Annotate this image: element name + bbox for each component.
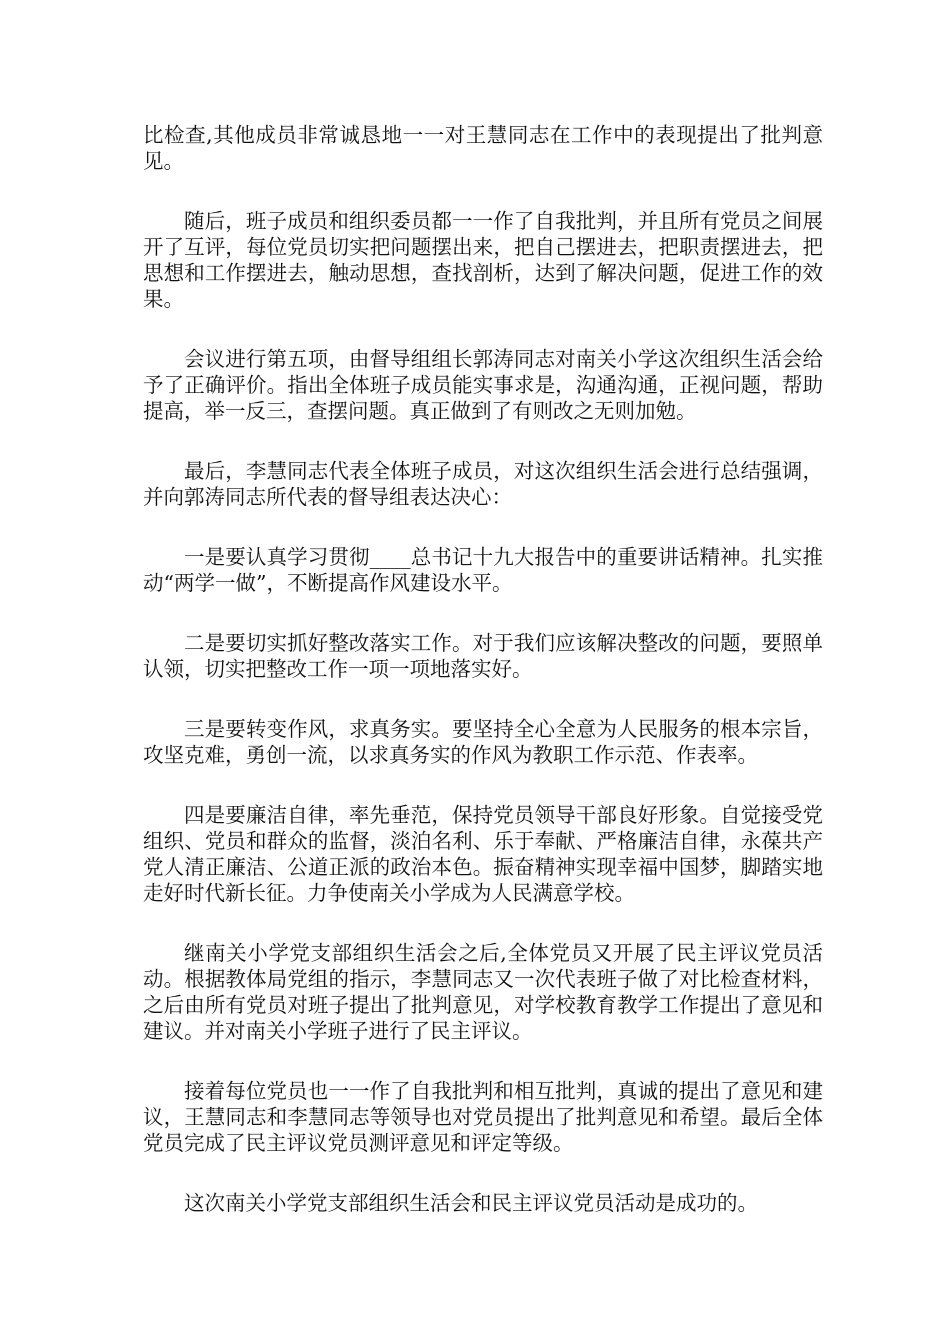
paragraph-7: 三是要转变作风，求真务实。要坚持全心全意为人民服务的根本宗旨，攻坚克难，勇创一流，以求真务实的作风为教职工作示范、作表率。 <box>143 717 823 767</box>
paragraph-10: 接着每位党员也一一作了自我批判和相互批判，真诚的提出了意见和建议，王慧同志和李慧同志等领导也对党员提出了批判意见和希望。最后全体党员完成了民主评议党员测评意见和评定等级。 <box>143 1079 823 1155</box>
paragraph-8: 四是要廉洁自律，率先垂范，保持党员领导干部良好形象。自觉接受党组织、党员和群众的监督，淡泊名利、乐于奉献、严格廉洁自律，永葆共产党人清正廉洁、公道正派的政治本色。振奋精神实现幸福中国梦，脚踏实地走好时代新长征。力争使南关小学成为人民满意学校。 <box>143 803 823 905</box>
paragraph-5: 一是要认真学习贯彻____总书记十九大报告中的重要讲话精神。扎实推动“两学一做”，不断提高作风建设水平。 <box>143 545 823 595</box>
paragraph-1: 比检查,其他成员非常诚恳地一一对王慧同志在工作中的表现提出了批判意见。 <box>143 123 823 173</box>
paragraph-9: 继南关小学党支部组织生活会之后,全体党员又开展了民主评议党员活动。根据教体局党组的指示，李慧同志又一次代表班子做了对比检查材料，之后由所有党员对班子提出了批判意见，对学校教育教学工作提出了意见和建议。并对南关小学班子进行了民主评议。 <box>143 941 823 1043</box>
paragraph-2: 随后，班子成员和组织委员都一一作了自我批判，并且所有党员之间展开了互评，每位党员切实把问题摆出来，把自己摆进去，把职责摆进去，把思想和工作摆进去，触动思想，查找剖析，达到了解决问题，促进工作的效果。 <box>143 209 823 311</box>
document-body <box>143 122 823 1216</box>
paragraph-6: 二是要切实抓好整改落实工作。对于我们应该解决整改的问题，要照单认领，切实把整改工作一项一项地落实好。 <box>143 631 823 681</box>
paragraph-3: 会议进行第五项，由督导组组长郭涛同志对南关小学这次组织生活会给予了正确评价。指出全体班子成员能实事求是，沟通沟通，正视问题，帮助提高，举一反三，查摆问题。真正做到了有则改之无则加勉。 <box>143 347 823 423</box>
paragraph-11: 这次南关小学党支部组织生活会和民主评议党员活动是成功的。 <box>184 1191 758 1215</box>
paragraph-4: 最后，李慧同志代表全体班子成员，对这次组织生活会进行总结强调，并向郭涛同志所代表的督导组表达决心： <box>143 459 823 509</box>
